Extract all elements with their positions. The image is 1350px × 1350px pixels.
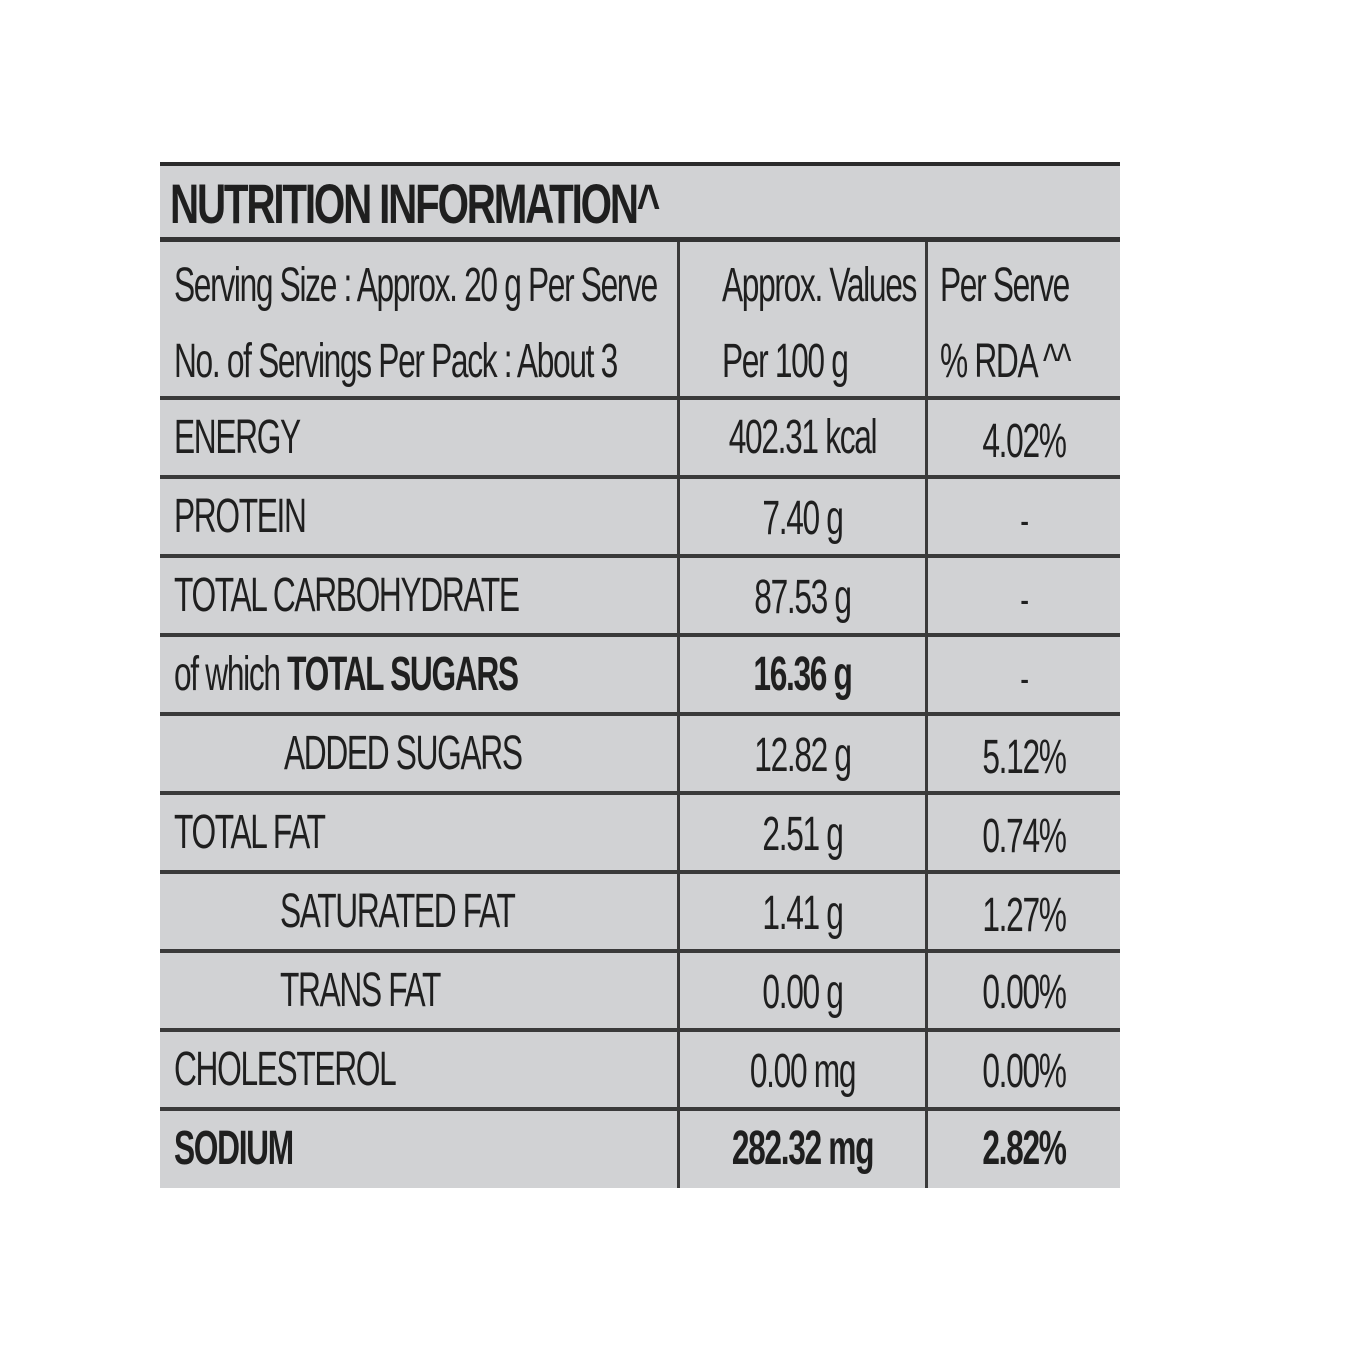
nutrient-value-cell	[680, 558, 928, 633]
nutrient-value: 0.00 g	[762, 966, 843, 1019]
table-row	[160, 953, 1120, 1032]
nutrient-rda: 2.82%	[982, 1122, 1066, 1175]
nutrient-rda: -	[1020, 578, 1028, 622]
nutrient-name-prefix: of which	[174, 648, 288, 701]
nutrient-rda: 5.12%	[982, 731, 1066, 784]
nutrient-rda-cell	[928, 400, 1120, 475]
nutrient-name-cell	[160, 953, 680, 1028]
nutrient-value: 1.41 g	[762, 887, 843, 940]
nutrient-name-cell	[160, 637, 680, 712]
nutrient-rda-cell	[928, 558, 1120, 633]
nutrient-rda: 1.27%	[982, 889, 1066, 942]
nutrient-rda-cell	[928, 1111, 1120, 1188]
nutrient-value: 12.82 g	[754, 729, 851, 782]
nutrient-value-cell	[680, 953, 928, 1028]
nutrient-name: SATURATED FAT	[280, 885, 515, 938]
header-values-cell	[680, 242, 928, 396]
nutrient-rda-cell	[928, 716, 1120, 791]
nutrient-value-cell	[680, 400, 928, 475]
nutrient-name: ADDED SUGARS	[284, 727, 522, 780]
nutrient-name-cell	[160, 400, 680, 475]
nutrient-name: TOTAL CARBOHYDRATE	[174, 569, 519, 622]
nutrient-name-cell	[160, 1032, 680, 1107]
nutrient-value-cell	[680, 1032, 928, 1107]
nutrient-name: CHOLESTEROL	[174, 1043, 396, 1096]
nutrient-value: 7.40 g	[762, 492, 843, 545]
nutrient-value: 282.32 mg	[731, 1122, 874, 1175]
table-row	[160, 874, 1120, 953]
table-row	[160, 479, 1120, 558]
nutrient-value: 87.53 g	[754, 571, 851, 624]
nutrient-value: 2.51 g	[762, 808, 843, 861]
header-serving-cell	[160, 242, 680, 396]
approx-values-label: Approx. Values	[722, 259, 917, 312]
per-100g-label: Per 100 g	[722, 335, 848, 388]
nutrient-name: SODIUM	[174, 1122, 293, 1175]
servings-per-pack-label: No. of Servings Per Pack : About 3	[174, 335, 617, 388]
nutrient-name-cell	[160, 479, 680, 554]
nutrient-value-cell	[680, 1111, 928, 1188]
nutrient-rda-cell	[928, 953, 1120, 1028]
nutrient-name: ENERGY	[174, 411, 300, 464]
table-row	[160, 716, 1120, 795]
nutrient-rda: 4.02%	[982, 415, 1066, 468]
nutrient-name: PROTEIN	[174, 490, 306, 543]
nutrient-rda-cell	[928, 874, 1120, 949]
nutrition-panel	[160, 162, 1120, 1188]
header-rda-cell	[928, 242, 1120, 396]
table-row	[160, 1032, 1120, 1111]
nutrient-value-cell	[680, 874, 928, 949]
nutrient-value: 16.36 g	[753, 648, 852, 701]
per-serve-label: Per Serve	[940, 259, 1069, 312]
nutrient-rda: -	[1020, 499, 1028, 543]
table-header-row	[160, 242, 1120, 400]
nutrient-name: TOTAL FAT	[174, 806, 325, 859]
serving-size-label: Serving Size : Approx. 20 g Per Serve	[174, 259, 657, 312]
nutrient-rda: -	[1020, 657, 1028, 701]
rda-label: % RDA ^^	[940, 335, 1071, 388]
table-row	[160, 400, 1120, 479]
nutrient-name-bold: TOTAL SUGARS	[287, 648, 518, 701]
nutrient-rda: 0.00%	[982, 966, 1066, 1019]
title-bar	[160, 166, 1120, 242]
nutrient-value-cell	[680, 479, 928, 554]
table-row	[160, 1111, 1120, 1188]
table-row	[160, 637, 1120, 716]
nutrient-value: 0.00 mg	[749, 1045, 856, 1098]
nutrient-name	[174, 645, 518, 705]
nutrient-value: 402.31 kcal	[728, 411, 877, 464]
nutrient-rda: 0.00%	[982, 1045, 1066, 1098]
nutrient-name-cell	[160, 1111, 680, 1188]
nutrient-value-cell	[680, 637, 928, 712]
nutrient-name-cell	[160, 874, 680, 949]
nutrient-name-cell	[160, 558, 680, 633]
nutrient-rda-cell	[928, 479, 1120, 554]
page-title: NUTRITION INFORMATION^	[170, 172, 659, 235]
nutrient-rda-cell	[928, 1032, 1120, 1107]
nutrient-value-cell	[680, 795, 928, 870]
nutrient-name-cell	[160, 795, 680, 870]
nutrient-rda-cell	[928, 637, 1120, 712]
table-row	[160, 795, 1120, 874]
nutrient-name-cell	[160, 716, 680, 791]
nutrient-rda-cell	[928, 795, 1120, 870]
nutrient-value-cell	[680, 716, 928, 791]
table-row	[160, 558, 1120, 637]
nutrient-name: TRANS FAT	[280, 964, 441, 1017]
nutrient-rda: 0.74%	[982, 810, 1066, 863]
